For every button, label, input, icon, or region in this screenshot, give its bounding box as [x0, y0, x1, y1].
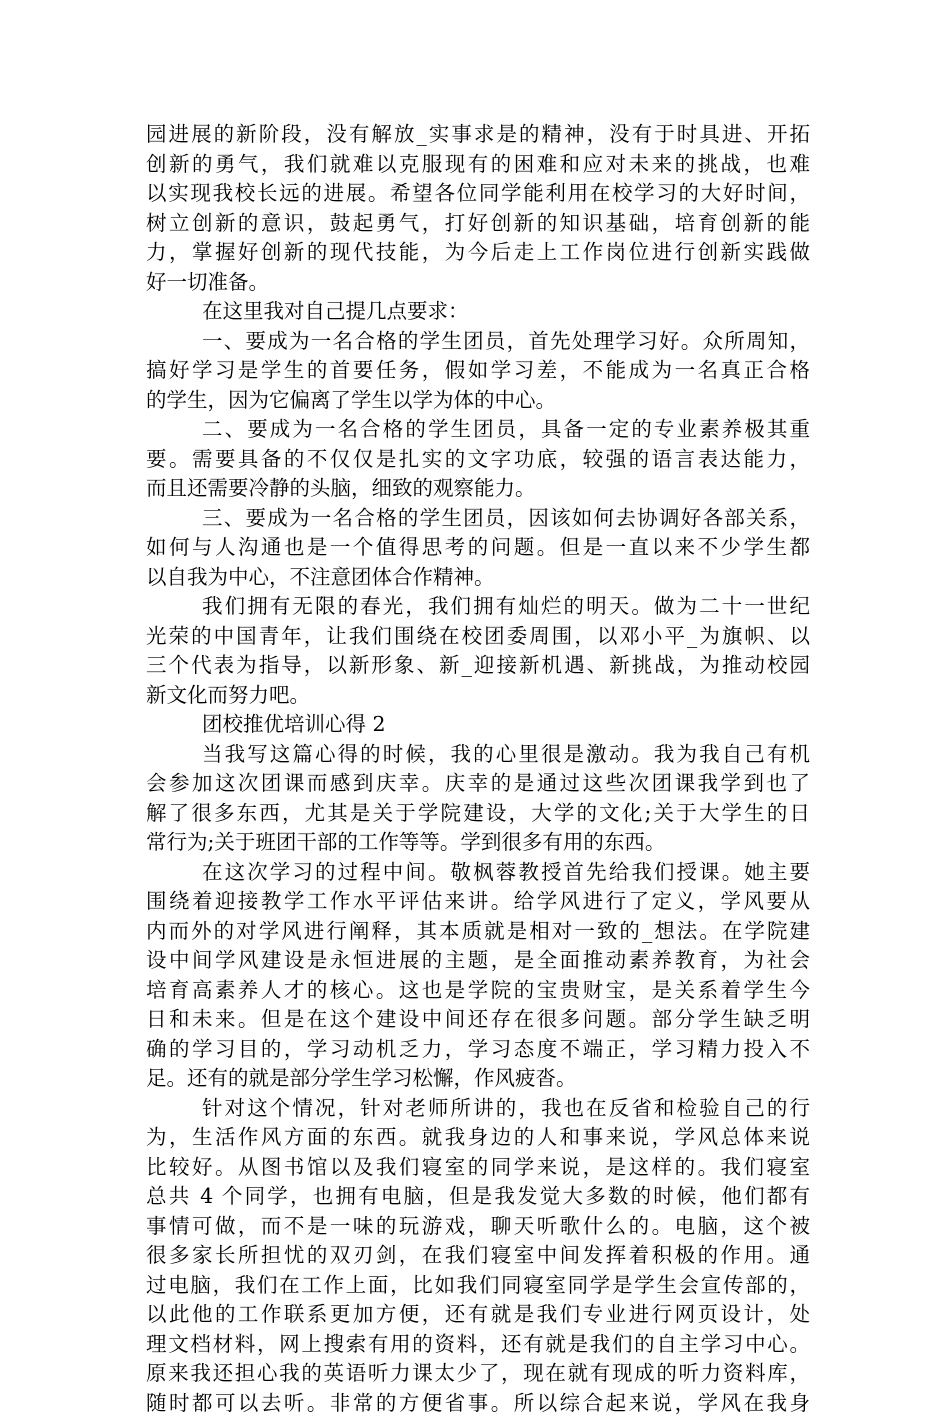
text-line: 力，掌握好创新的现代技能，为今后走上工作岗位进行创新实践做 — [146, 238, 810, 268]
text-line: 很多家长所担忧的双刃剑，在我们寝室中间发挥着积极的作用。通 — [146, 1241, 810, 1271]
paragraph-first-line: 我们拥有无限的春光，我们拥有灿烂的明天。做为二十一世纪 — [146, 592, 810, 622]
text-line: 搞好学习是学生的首要任务，假如学习差，不能成为一名真正合格 — [146, 356, 810, 386]
text-line: 以此他的工作联系更加方便，还有就是我们专业进行网页设计，处 — [146, 1300, 810, 1330]
text-line: 确的学习目的，学习动机乏力，学习态度不端正，学习精力投入不 — [146, 1035, 810, 1065]
text-line: 培育高素养人才的核心。这也是学院的宝贵财宝，是关系着学生今 — [146, 976, 810, 1006]
paragraph-first-line: 针对这个情况，针对老师所讲的，我也在反省和检验自己的行 — [146, 1094, 810, 1124]
text-line: 要。需要具备的不仅仅是扎实的文字功底，较强的语言表达能力， — [146, 445, 810, 475]
text-line: 的学生，因为它偏离了学生以学为体的中心。 — [146, 386, 810, 416]
paragraph-first-line: 当我写这篇心得的时候，我的心里很是激动。我为我自己有机 — [146, 740, 810, 770]
text-line: 如何与人沟通也是一个值得思考的问题。但是一直以来不少学生都 — [146, 533, 810, 563]
text-line: 理文档材料，网上搜索有用的资料，还有就是我们的自主学习中心。 — [146, 1330, 810, 1360]
paragraph-first-line: 三、要成为一名合格的学生团员，因该如何去协调好各部关系， — [146, 504, 810, 534]
text-line: 内而外的对学风进行阐释，其本质就是相对一致的_想法。在学院建 — [146, 917, 810, 947]
text-line: 围绕着迎接教学工作水平评估来讲。给学风进行了定义，学风要从 — [146, 887, 810, 917]
text-line: 过电脑，我们在工作上面，比如我们同寝室同学是学生会宣传部的， — [146, 1271, 810, 1301]
text-line: 三个代表为指导，以新形象、新_迎接新机遇、新挑战，为推动校园 — [146, 651, 810, 681]
text-line: 会参加这次团课而感到庆幸。庆幸的是通过这些次团课我学到也了 — [146, 769, 810, 799]
text-line: 新文化而努力吧。 — [146, 681, 810, 711]
text-line: 总共 4 个同学，也拥有电脑，但是我发觉大多数的时候，他们都有 — [146, 1182, 810, 1212]
text-line: 光荣的中国青年，让我们围绕在校团委周围，以邓小平_为旗帜、以 — [146, 622, 810, 652]
text-line: 园进展的新阶段，没有解放_实事求是的精神，没有于时具进、开拓 — [146, 120, 810, 150]
text-line: 解了很多东西，尤其是关于学院建设，大学的文化;关于大学生的日 — [146, 799, 810, 829]
text-line: 设中间学风建设是永恒进展的主题，是全面推动素养教育，为社会 — [146, 946, 810, 976]
paragraph-first-line: 在这次学习的过程中间。敬枫蓉教授首先给我们授课。她主要 — [146, 858, 810, 888]
text-line: 为，生活作风方面的东西。就我身边的人和事来说，学风总体来说 — [146, 1123, 810, 1153]
paragraph-first-line: 二、要成为一名合格的学生团员，具备一定的专业素养极其重 — [146, 415, 810, 445]
text-line: 随时都可以去听。非常的方便省事。所以综合起来说，学风在我身 — [146, 1389, 810, 1418]
text-line: 以自我为中心，不注意团体合作精神。 — [146, 563, 810, 593]
text-line: 创新的勇气，我们就难以克服现有的困难和应对未来的挑战，也难 — [146, 150, 810, 180]
text-line: 而且还需要冷静的头脑，细致的观察能力。 — [146, 474, 810, 504]
text-line: 日和未来。但是在这个建设中间还存在很多问题。部分学生缺乏明 — [146, 1005, 810, 1035]
text-line: 常行为;关于班团干部的工作等等。学到很多有用的东西。 — [146, 828, 810, 858]
document-body — [146, 120, 810, 1418]
text-line: 比较好。从图书馆以及我们寝室的同学来说，是这样的。我们寝室 — [146, 1153, 810, 1183]
paragraph-first-line: 一、要成为一名合格的学生团员，首先处理学习好。众所周知， — [146, 327, 810, 357]
paragraph-first-line: 在这里我对自己提几点要求： — [146, 297, 810, 327]
text-line: 好一切准备。 — [146, 268, 810, 298]
text-line: 足。还有的就是部分学生学习松懈，作风疲沓。 — [146, 1064, 810, 1094]
text-line: 事情可做，而不是一味的玩游戏，聊天听歌什么的。电脑，这个被 — [146, 1212, 810, 1242]
text-line: 以实现我校长远的进展。希望各位同学能利用在校学习的大好时间， — [146, 179, 810, 209]
text-line: 原来我还担心我的英语听力课太少了，现在就有现成的听力资料库， — [146, 1359, 810, 1389]
paragraph-first-line: 团校推优培训心得 2 — [146, 710, 810, 740]
text-line: 树立创新的意识，鼓起勇气，打好创新的知识基础，培育创新的能 — [146, 209, 810, 239]
